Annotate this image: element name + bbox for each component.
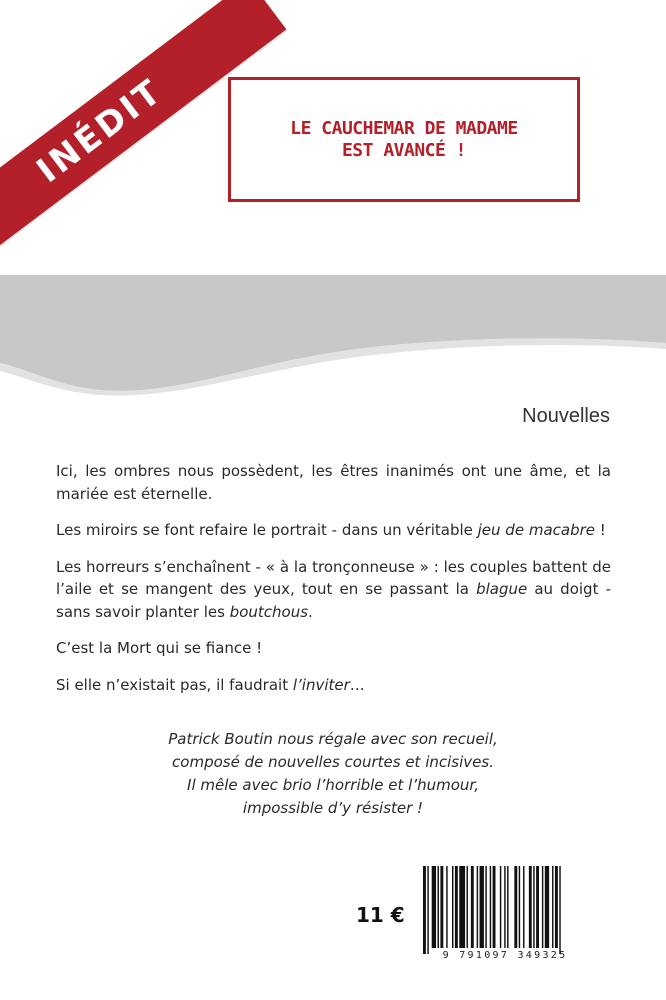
barcode-bar — [438, 866, 439, 948]
barcode-bar — [559, 866, 560, 954]
review-line-2: composé de nouvelles courtes et incisives. — [172, 753, 494, 771]
price-label: 11 € — [356, 903, 405, 927]
blurb-paragraph-2: Les miroirs se font refaire le portrait - dans un véritable jeu de macabre ! — [56, 521, 606, 539]
barcode-bar — [480, 866, 484, 948]
genre-label: Nouvelles — [522, 405, 610, 427]
barcode-bar — [529, 866, 532, 948]
barcode-bar — [427, 866, 428, 954]
barcode-bar — [471, 866, 474, 948]
barcode-bar — [490, 866, 491, 948]
barcode-bar — [446, 866, 447, 948]
barcode-bar — [423, 866, 426, 954]
barcode-bar — [493, 866, 496, 948]
barcode-digits: 9 791097 349325 — [442, 950, 568, 961]
headline-line-1: LE CAUCHEMAR DE MADAME — [290, 117, 518, 139]
ribbon-label: INÉDIT — [29, 70, 171, 192]
barcode-bar — [514, 866, 517, 948]
blurb-paragraph-5: Si elle n’existait pas, il faudrait l’inviter… — [56, 675, 365, 694]
blurb-paragraph-4: C’est la Mort qui se fiance ! — [56, 639, 263, 657]
back-cover-blurb — [56, 460, 611, 710]
review-line-1: Patrick Boutin nous régale avec son recueil, — [168, 730, 498, 748]
barcode-bar — [545, 866, 549, 948]
headline-box — [228, 77, 580, 202]
barcode-bar — [523, 866, 524, 948]
barcode-bar — [459, 866, 465, 948]
barcode-bar — [455, 866, 458, 948]
barcode-bar — [440, 866, 443, 948]
barcode-bar — [533, 866, 534, 948]
grey-wave-band — [0, 275, 666, 405]
blurb-paragraph-1: Ici, les ombres nous possèdent, les êtres inanimés ont une âme, et la mariée est éternelle. — [56, 462, 611, 503]
barcode-bar — [452, 866, 453, 948]
barcode-bar — [536, 866, 539, 948]
barcode-bar — [542, 866, 543, 948]
blurb-paragraph-3: Les horreurs s’enchaînent - « à la tronçonneuse » : les couples battent de l’aile et se mangent des yeux, tout en se passant la blague au doigt - sans savoir planter les boutchous. — [56, 557, 611, 621]
barcode-bar — [500, 866, 501, 948]
review-line-3: Il mêle avec brio l’horrible et l’humour, — [187, 776, 479, 794]
isbn-barcode — [405, 848, 605, 970]
barcode-bar — [507, 866, 508, 948]
barcode-bar — [485, 866, 486, 948]
headline-line-2: EST AVANCÉ ! — [341, 139, 467, 161]
barcode-bar — [504, 866, 505, 948]
barcode-bar — [477, 866, 478, 948]
barcode-bar — [432, 866, 436, 948]
barcode-bar — [519, 866, 520, 948]
barcode-bar — [467, 866, 468, 948]
review-line-4: impossible d’y résister ! — [242, 799, 424, 817]
barcode-bar — [555, 866, 558, 948]
cover-top-area — [0, 0, 666, 280]
barcode-bar — [552, 866, 553, 948]
author-review — [0, 728, 666, 820]
